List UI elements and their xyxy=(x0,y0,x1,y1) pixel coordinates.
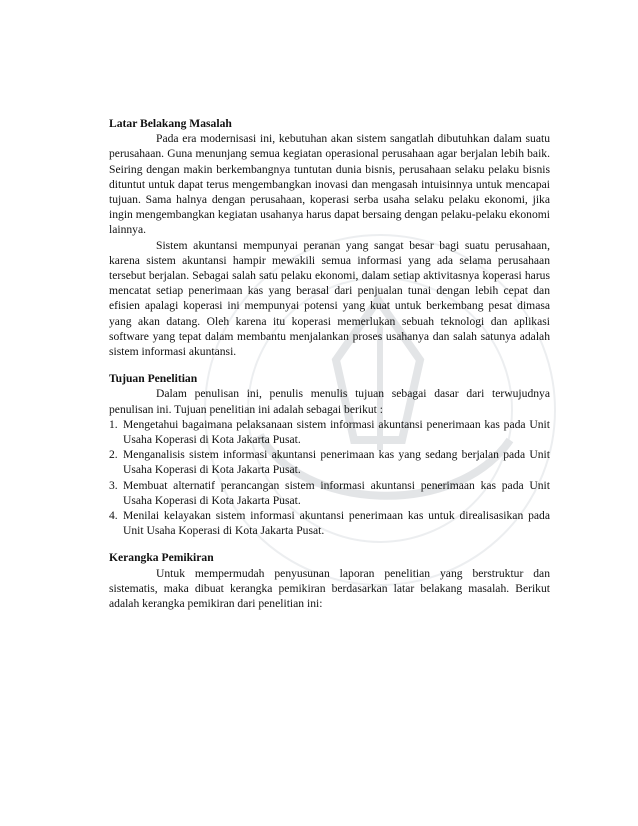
document-page xyxy=(109,116,550,623)
background-section xyxy=(109,116,550,359)
research-goal-item xyxy=(109,417,550,447)
research-goal-text: Menganalisis sistem informasi akuntansi penerimaan kas yang sedang berjalan pada Unit Usaha Koperasi di Kota Jakarta Pusat. xyxy=(123,448,550,477)
framework-section xyxy=(109,550,550,611)
research-goals-section xyxy=(109,371,550,538)
research-goal-number: 3. xyxy=(109,478,118,492)
background-paragraph-2: Sistem akuntansi mempunyai peranan yang sangat besar bagi suatu perusahaan, karena sistem akuntansi hampir mewakili semua informasi yang ada selama perusahaan tersebut berjalan. Sebagai salah satu pelaku ekonomi, dalam setiap aktivitasnya koperasi harus mencatat setiap penerimaan kas yang berasal dari penjualan tunai dengan lebih cepat dan efisien apalagi koperasi ini mempunyai potensi yang kuat untuk berkembang pesat dimasa yang akan datang. Oleh karena itu koperasi memerlukan sebuah teknologi dan aplikasi software yang tepat dalam membantu menjalankan proses usahanya dan salah satunya adalah sistem informasi akuntansi. xyxy=(109,238,550,359)
framework-heading: Kerangka Pemikiran xyxy=(109,551,214,565)
research-goal-number: 2. xyxy=(109,448,118,462)
background-paragraph-1: Pada era modernisasi ini, kebutuhan akan sistem sangatlah dibutuhkan dalam suatu perusahaan. Guna menunjang semua kegiatan operasional perusahaan agar berjalan lebih baik. Seiring dengan makin berkembangnya tuntutan dunia bisnis, perusahaan selaku pelaku bisnis dituntut untuk dapat terus mengembangkan inovasi dan mengasah intuisinnya untuk mencapai tujuan. Sama halnya dengan perusahaan, koperasi serba usaha selaku pelaku ekonomi, jika ingin mengembangkan kegiatan usahanya harus dapat bersaing dengan pelaku-pelaku ekonomi lainnya. xyxy=(109,132,550,237)
research-goals-heading: Tujuan Penelitian xyxy=(109,372,198,386)
framework-paragraph: Untuk mempermudah penyusunan laporan penelitian yang berstruktur dan sistematis, maka dibuat kerangka pemikiran berdasarkan latar belakang masalah. Berikut adalah kerangka pemikiran dari penelitian ini: xyxy=(109,566,550,611)
research-goal-number: 4. xyxy=(109,509,118,523)
research-goal-item xyxy=(109,478,550,508)
research-goal-text: Menilai kelayakan sistem informasi akuntansi penerimaan kas untuk direalisasikan pada Unit Usaha Koperasi di Kota Jakarta Pusat. xyxy=(123,509,550,538)
research-goals-list xyxy=(109,417,550,539)
research-goal-number: 1. xyxy=(109,417,118,431)
background-heading: Latar Belakang Masalah xyxy=(109,117,232,130)
research-goal-text: Membuat alternatif perancangan sistem informasi akuntansi penerimaan kas pada Unit Usaha Koperasi di Kota Jakarta Pusat. xyxy=(123,478,550,507)
research-goal-text: Mengetahui bagaimana pelaksanaan sistem informasi akuntansi penerimaan kas pada Unit Usaha Koperasi di Kota Jakarta Pusat. xyxy=(123,417,550,447)
research-goal-item xyxy=(109,447,550,477)
research-goal-item xyxy=(109,508,550,538)
research-goals-intro: Dalam penulisan ini, penulis menulis tujuan sebagai dasar dari terwujudnya penulisan ini. Tujuan penelitian ini adalah sebagai berikut : xyxy=(109,387,550,416)
